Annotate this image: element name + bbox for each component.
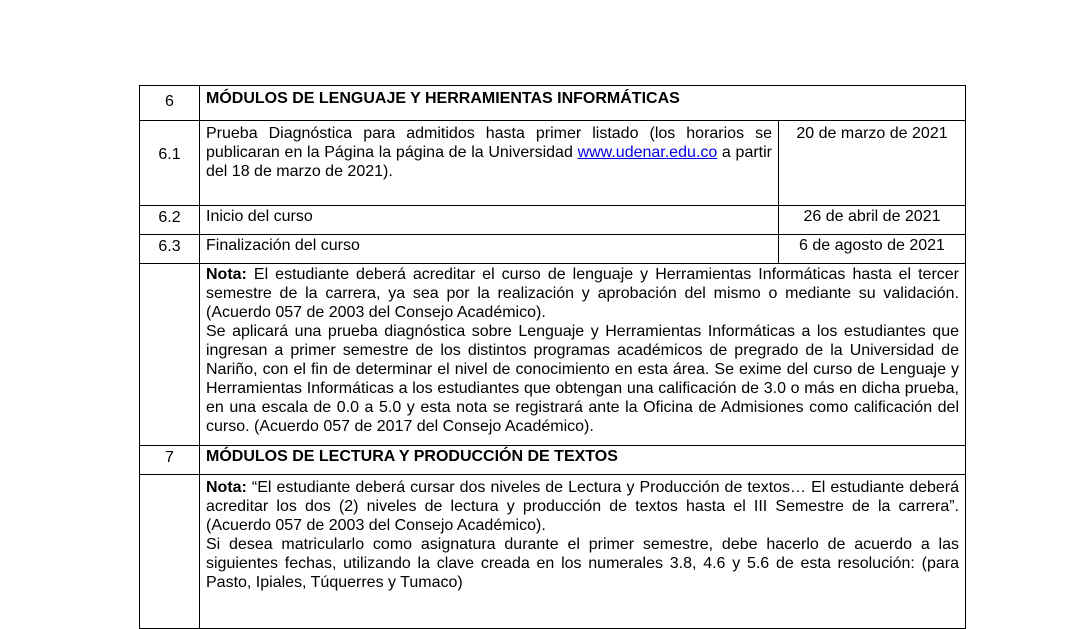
note-text: “El estudiante deberá cursar dos niveles de Lectura y Producción de textos… El estudiante deberá acreditar los dos (2) niveles de lectura y producción de textos hasta el III Semestre de la carrera”. (Acuerdo 057 de 2003 del Consejo Académico).: [206, 479, 959, 534]
table-row: [140, 235, 966, 264]
note-label: Nota:: [206, 266, 247, 283]
row-number: 6.2: [140, 206, 200, 235]
row-text: a partir del 18 de marzo de 2021).: [206, 144, 772, 180]
empty-cell: [140, 475, 200, 629]
section-6-header-row: [140, 86, 966, 121]
row-number: 6.3: [140, 235, 200, 264]
section-6-note-row: [140, 264, 966, 446]
note-cell: [200, 264, 966, 446]
row-date: 26 de abril de 2021: [779, 206, 966, 235]
table-row: [140, 121, 966, 206]
row-description: Finalización del curso: [200, 235, 779, 264]
section-7-note-row: [140, 475, 966, 629]
university-link[interactable]: www.udenar.edu.co: [577, 144, 718, 161]
table-row: [140, 206, 966, 235]
note-cell: [200, 475, 966, 629]
row-text: Prueba Diagnóstica para admitidos hasta primer listado (los horarios se publicaran en la Página la página de la Universidad: [206, 125, 772, 161]
schedule-table: [139, 85, 966, 629]
note-label: Nota:: [206, 479, 247, 496]
row-number: 6.1: [140, 121, 200, 206]
note-paragraph: Si desea matricularlo como asignatura durante el primer semestre, debe hacerlo de acuerdo a las siguientes fechas, utilizando la clave creada en los numerales 3.8, 4.6 y 5.6 de esta resolución: (para Pasto, Ipiales, Túquerres y Tumaco): [206, 536, 959, 591]
note-text: El estudiante deberá acreditar el curso de lenguaje y Herramientas Informáticas hasta el tercer semestre de la carrera, ya sea por la realización y aprobación del mismo o mediante su validación. (Acuerdo 057 de 2003 del Consejo Académico).: [206, 266, 959, 321]
row-date: 20 de marzo de 2021: [779, 121, 966, 206]
note-paragraph: [206, 265, 959, 322]
section-title: MÓDULOS DE LENGUAJE Y HERRAMIENTAS INFORMÁTICAS: [200, 86, 966, 121]
section-title: MÓDULOS DE LECTURA Y PRODUCCIÓN DE TEXTOS: [200, 446, 966, 475]
row-date: 6 de agosto de 2021: [779, 235, 966, 264]
row-description: Inicio del curso: [200, 206, 779, 235]
empty-cell: [140, 264, 200, 446]
row-description: [200, 121, 779, 206]
note-paragraph: Se aplicará una prueba diagnóstica sobre Lenguaje y Herramientas Informáticas a los estudiantes que ingresan a primer semestre de los distintos programas académicos de pregrado de la Universidad de Nariño, con el fin de determinar el nivel de conocimiento en esta área. Se exime del curso de Lenguaje y Herramientas Informáticas a los estudiantes que obtengan una calificación de 3.0 o más en dicha prueba, en una escala de 0.0 a 5.0 y esta nota se registrará ante la Oficina de Admisiones como calificación del curso. (Acuerdo 057 de 2017 del Consejo Académico).: [206, 323, 959, 435]
section-7-header-row: [140, 446, 966, 475]
note-paragraph: [206, 478, 959, 535]
section-number: 7: [140, 446, 200, 475]
section-number: 6: [140, 86, 200, 121]
